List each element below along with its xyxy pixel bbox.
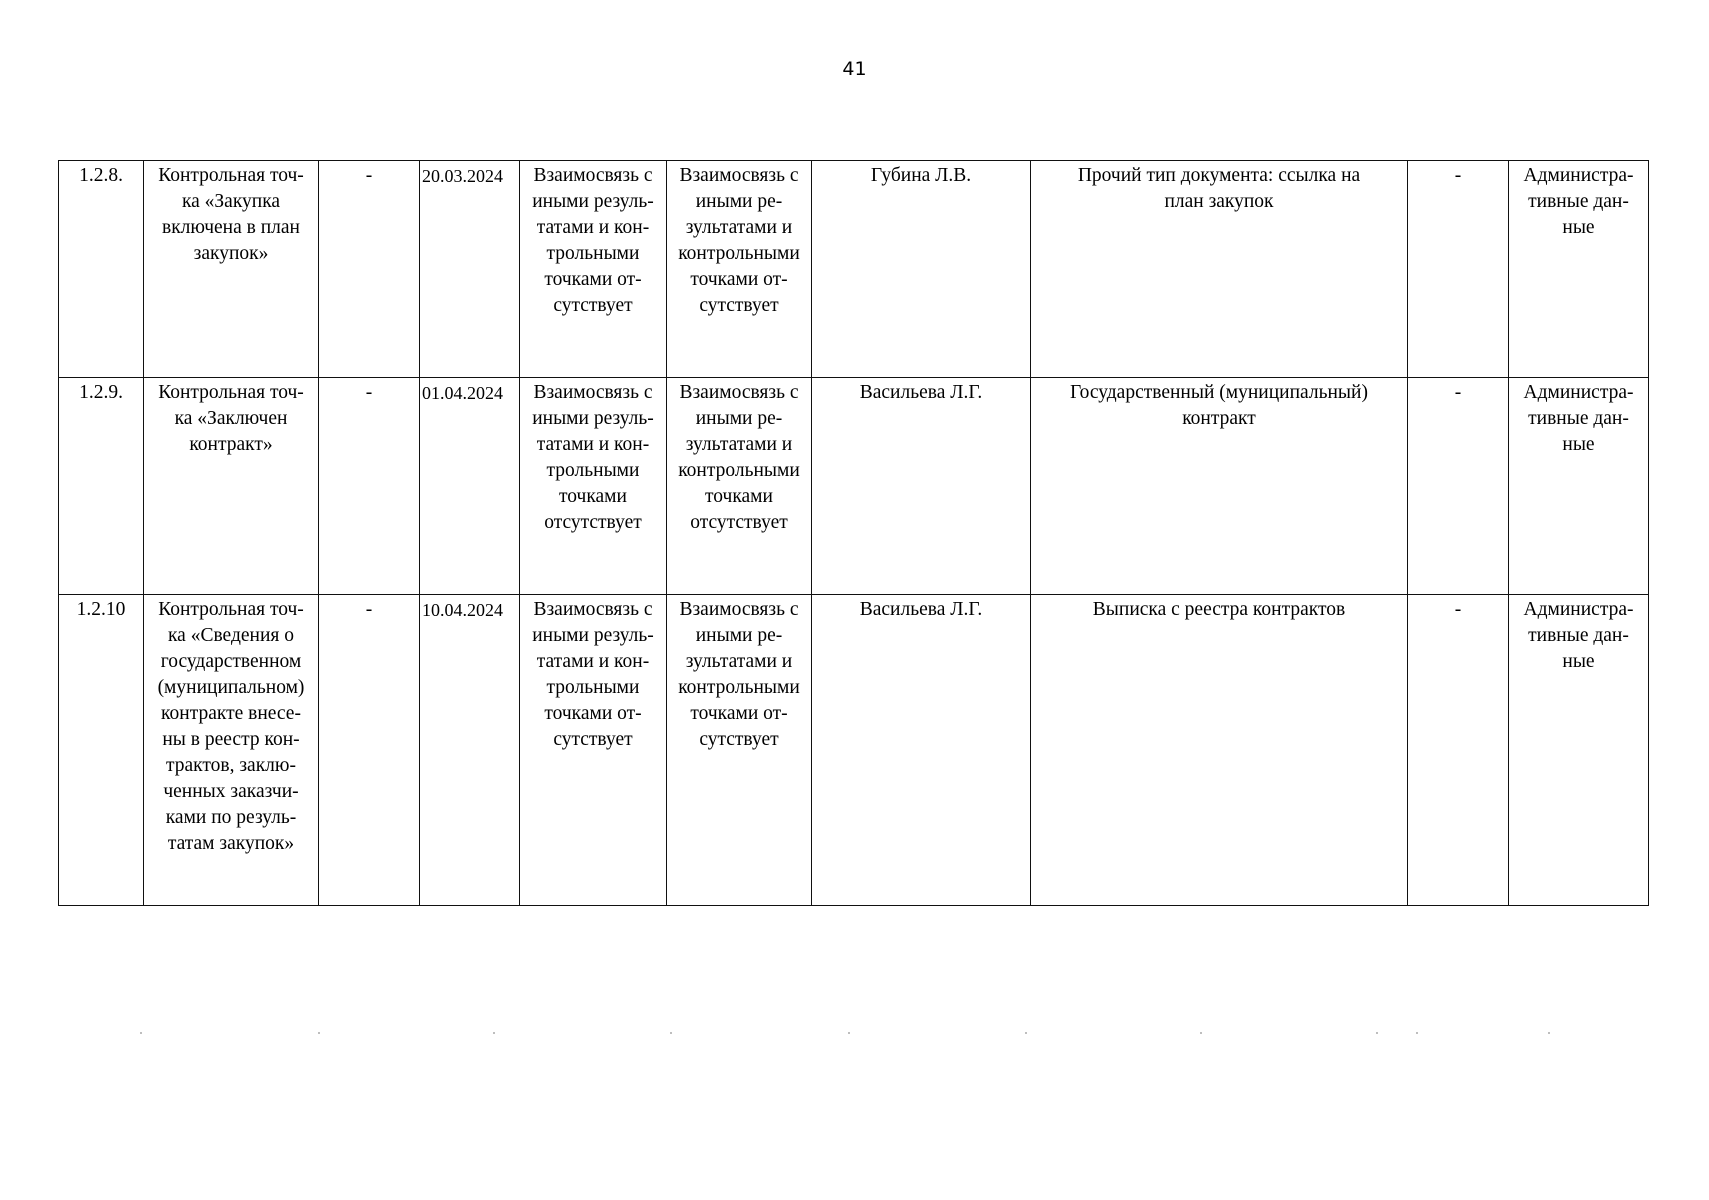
dash-cell: - — [1408, 161, 1509, 378]
table-row — [59, 595, 1649, 906]
row-number-cell: 1.2.8. — [59, 161, 144, 378]
relation-cell: Взаимосвязь с иными резуль- татами и кон- трольными точками от- сутствует — [520, 595, 667, 906]
scan-speck — [848, 1032, 850, 1034]
table-row — [59, 161, 1649, 378]
responsible-person-cell: Васильева Л.Г. — [812, 595, 1031, 906]
row-number-cell: 1.2.10 — [59, 595, 144, 906]
control-point-name-cell: Контрольная точ- ка «Заключен контракт» — [144, 378, 319, 595]
date-cell: 10.04.2024 — [420, 595, 520, 906]
dash-cell: - — [1408, 595, 1509, 906]
date-cell: 01.04.2024 — [420, 378, 520, 595]
document-type-cell: Выписка с реестра контрактов — [1031, 595, 1408, 906]
document-type-cell: Государственный (муниципальный) контракт — [1031, 378, 1408, 595]
relation-cell: Взаимосвязь с иными ре- зультатами и контрольными точками от- сутствует — [667, 595, 812, 906]
relation-cell: Взаимосвязь с иными ре- зультатами и контрольными точками отсутствует — [667, 378, 812, 595]
scan-speck — [1200, 1032, 1202, 1034]
page-number: 41 — [842, 58, 867, 80]
control-point-name-cell: Контрольная точ- ка «Сведения о государственном (муниципальном) контракте внесе- ны в реестр кон- трактов, заклю- ченных заказчи- ками по резуль- татам закупок» — [144, 595, 319, 906]
dash-cell: - — [319, 161, 420, 378]
dash-cell: - — [319, 595, 420, 906]
scan-speck — [140, 1032, 142, 1034]
table-row — [59, 378, 1649, 595]
control-points-table — [58, 160, 1649, 906]
responsible-person-cell: Губина Л.В. — [812, 161, 1031, 378]
scan-speck — [1376, 1032, 1378, 1034]
scan-speck — [493, 1032, 495, 1034]
relation-cell: Взаимосвязь с иными резуль- татами и кон- трольными точками отсутствует — [520, 378, 667, 595]
relation-cell: Взаимосвязь с иными резуль- татами и кон- трольными точками от- сутствует — [520, 161, 667, 378]
scan-speck — [1548, 1032, 1550, 1034]
data-source-cell: Администра- тивные дан- ные — [1509, 161, 1649, 378]
dash-cell: - — [319, 378, 420, 595]
row-number-cell: 1.2.9. — [59, 378, 144, 595]
data-source-cell: Администра- тивные дан- ные — [1509, 595, 1649, 906]
scan-speck — [318, 1032, 320, 1034]
scan-speck — [1416, 1032, 1418, 1034]
document-type-cell: Прочий тип документа: ссылка на план закупок — [1031, 161, 1408, 378]
dash-cell: - — [1408, 378, 1509, 595]
scan-speck — [670, 1032, 672, 1034]
relation-cell: Взаимосвязь с иными ре- зультатами и контрольными точками от- сутствует — [667, 161, 812, 378]
responsible-person-cell: Васильева Л.Г. — [812, 378, 1031, 595]
date-cell: 20.03.2024 — [420, 161, 520, 378]
control-point-name-cell: Контрольная точ- ка «Закупка включена в план закупок» — [144, 161, 319, 378]
data-source-cell: Администра- тивные дан- ные — [1509, 378, 1649, 595]
scan-speck — [1025, 1032, 1027, 1034]
